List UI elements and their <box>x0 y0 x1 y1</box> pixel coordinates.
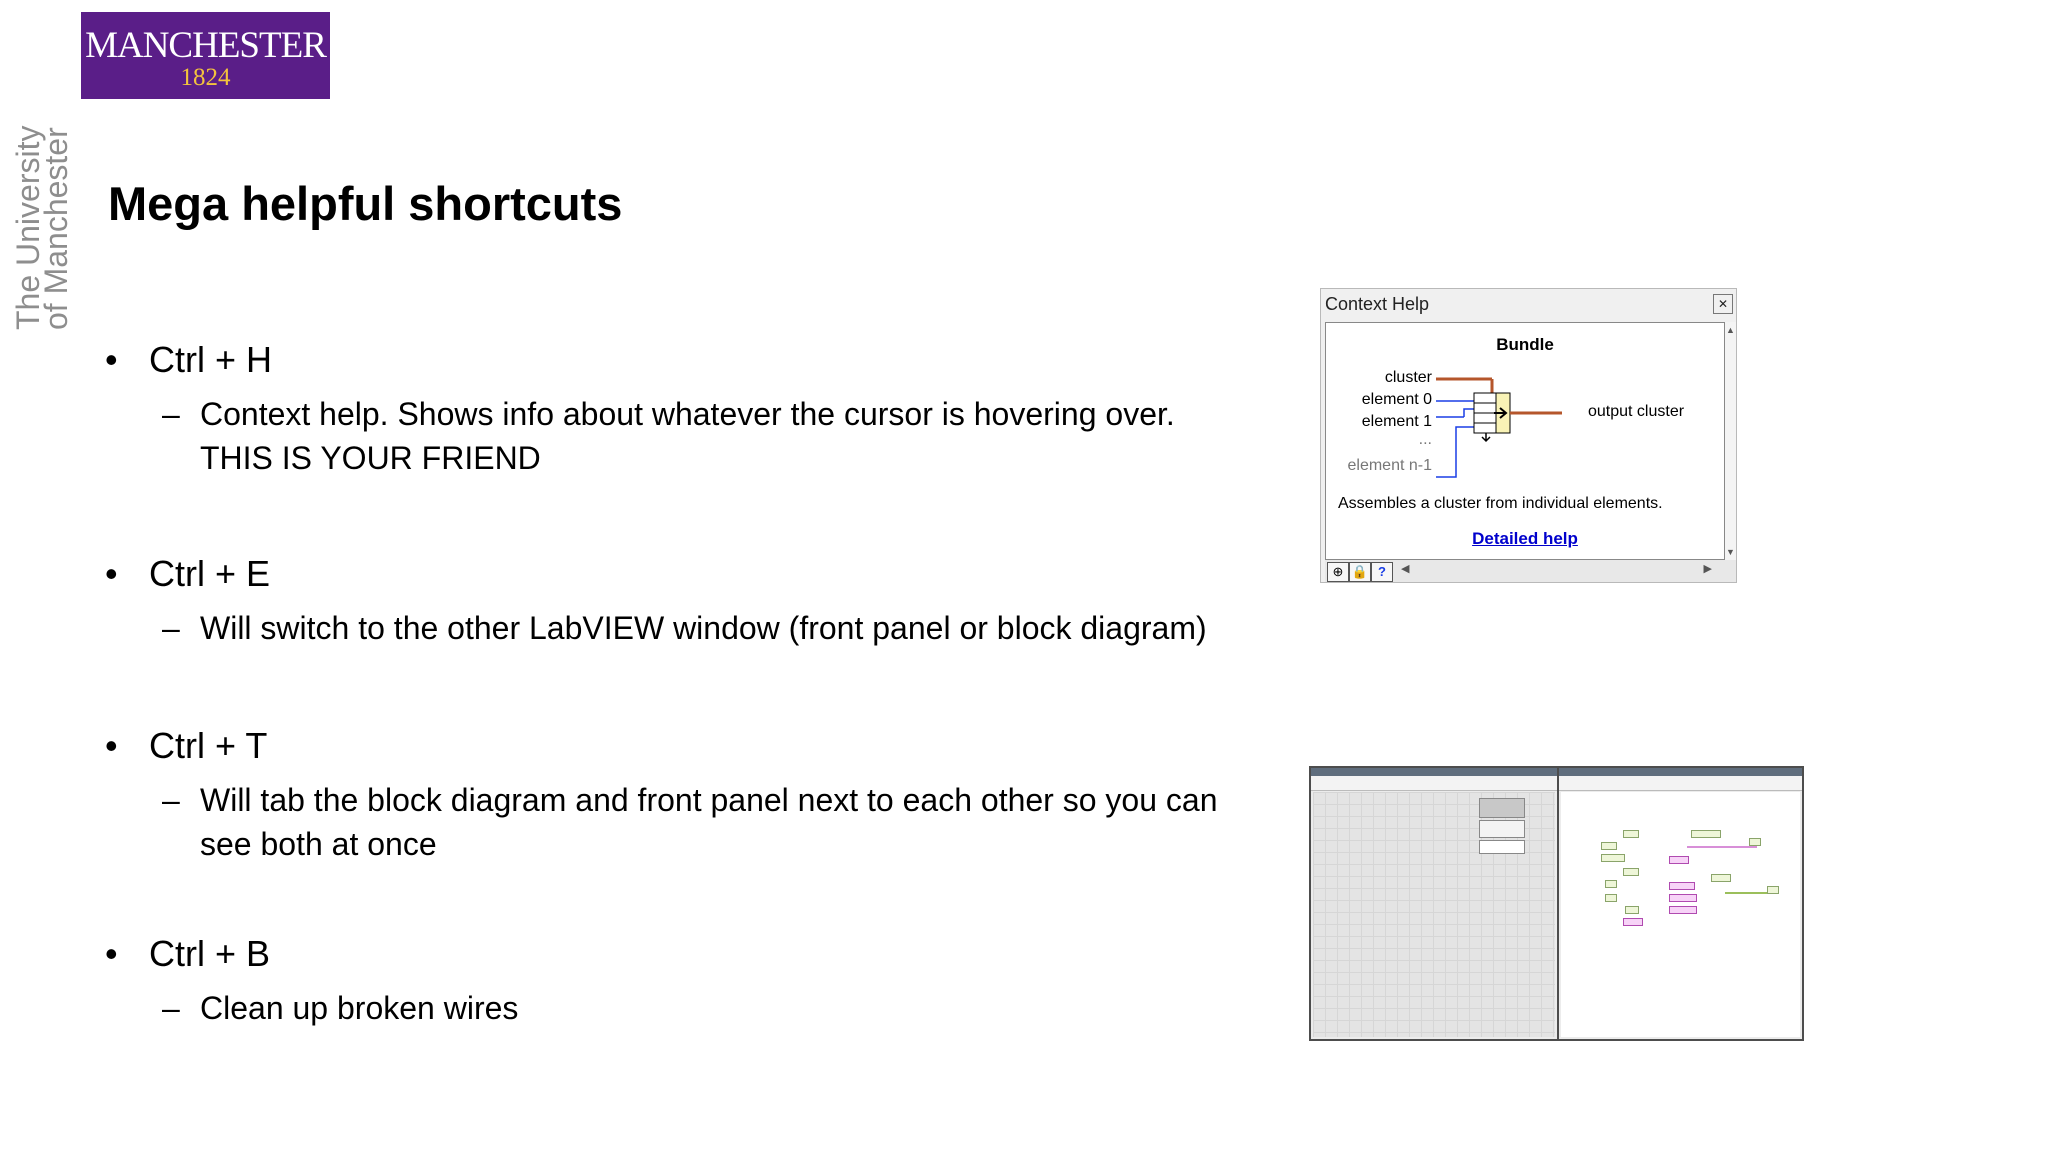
input-label-cluster: cluster <box>1384 369 1432 386</box>
close-icon: ✕ <box>1713 294 1733 314</box>
sub-line: Will tab the block diagram and front panel next to each other so you can <box>200 782 1218 818</box>
panel-control <box>1479 820 1525 838</box>
help-icon: ? <box>1371 562 1393 582</box>
context-help-titlebar <box>1321 289 1736 319</box>
input-label-element-n-1: element n-1 <box>1347 457 1432 474</box>
detailed-help-link: Detailed help <box>1472 529 1578 548</box>
diagram-node <box>1669 882 1695 890</box>
function-description: Assembles a cluster from individual elements. <box>1338 495 1663 512</box>
bullet-ctrl-t <box>105 724 267 768</box>
window-titlebar <box>1311 768 1557 776</box>
bullet-key: Ctrl + E <box>149 553 271 594</box>
bullet-ctrl-h <box>105 338 272 382</box>
sub-bullet-ctrl-b <box>162 986 1292 1030</box>
input-label-element-0: element 0 <box>1361 391 1432 408</box>
window-titlebar <box>1559 768 1802 776</box>
sub-dash: – <box>162 610 180 646</box>
bullet-key: Ctrl + B <box>149 933 271 974</box>
university-logo <box>81 12 330 99</box>
sub-line: Will switch to the other LabVIEW window (front panel or block diagram) <box>200 610 1207 646</box>
tiled-windows-screenshot <box>1309 766 1804 1041</box>
university-vertical-wordmark <box>10 100 74 330</box>
lock-icon: 🔒 <box>1349 562 1371 582</box>
sub-line: Clean up broken wires <box>200 990 519 1026</box>
diagram-node <box>1767 886 1779 894</box>
bullet-dot: • <box>105 725 118 766</box>
diagram-wire <box>1687 846 1757 848</box>
bullet-key: Ctrl + T <box>149 725 268 766</box>
diagram-node <box>1623 830 1639 838</box>
diagram-node <box>1691 830 1721 838</box>
bullet-key: Ctrl + H <box>149 339 273 380</box>
diagram-node <box>1605 894 1617 902</box>
sub-bullet-ctrl-t <box>162 778 1292 866</box>
scroll-up-icon: ▲ <box>1726 325 1735 335</box>
block-diagram-window <box>1557 766 1804 1041</box>
diagram-node <box>1669 894 1697 902</box>
scroll-left-icon: ◀ <box>1401 563 1410 575</box>
diagram-node <box>1623 918 1643 926</box>
input-label-element-1: element 1 <box>1361 413 1432 430</box>
context-help-title: Context Help <box>1325 294 1430 314</box>
diagram-node <box>1749 838 1761 846</box>
panel-indicator <box>1479 840 1525 854</box>
bullet-dot: • <box>105 933 118 974</box>
scroll-right-icon: ▶ <box>1703 563 1712 575</box>
context-help-window <box>1320 288 1737 583</box>
logo-year: 1824 <box>180 64 231 91</box>
front-panel-window <box>1309 766 1559 1041</box>
input-label-ellipsis: ... <box>1418 431 1432 448</box>
vertical-wordmark-text: The University of Manchester <box>10 125 74 330</box>
panel-control <box>1479 798 1525 818</box>
diagram-node <box>1669 856 1689 864</box>
bullet-ctrl-b <box>105 932 270 976</box>
diagram-node <box>1601 854 1625 862</box>
sub-dash: – <box>162 396 180 432</box>
output-label: output cluster <box>1588 403 1685 420</box>
sub-dash: – <box>162 782 180 818</box>
diagram-node <box>1711 874 1731 882</box>
sub-line: Context help. Shows info about whatever the cursor is hovering over. <box>200 396 1175 432</box>
slide-title: Mega helpful shortcuts <box>108 177 623 230</box>
diagram-node <box>1669 906 1697 914</box>
block-diagram-canvas <box>1561 792 1800 1037</box>
bundle-wiring-diagram <box>1434 373 1564 483</box>
diagram-node <box>1605 880 1617 888</box>
logo-name: MANCHESTER <box>85 25 326 66</box>
context-help-content <box>1325 322 1725 560</box>
sub-bullet-ctrl-e <box>162 606 1292 650</box>
bullet-ctrl-e <box>105 552 270 596</box>
window-toolbar <box>1559 776 1802 791</box>
bullet-dot: • <box>105 553 118 594</box>
sub-bullet-ctrl-h <box>162 392 1292 480</box>
diagram-node <box>1625 906 1639 914</box>
bullet-dot: • <box>105 339 118 380</box>
diagram-node <box>1601 842 1617 850</box>
sub-line: see both at once <box>200 826 437 862</box>
context-help-toolbar <box>1325 560 1736 582</box>
scroll-down-icon: ▼ <box>1726 547 1735 557</box>
diagram-node <box>1623 868 1639 876</box>
vertical-scrollbar <box>1725 322 1736 560</box>
function-name: Bundle <box>1496 335 1554 354</box>
window-toolbar <box>1311 776 1557 791</box>
show-optional-terminals-icon: ⊕ <box>1327 562 1349 582</box>
sub-dash: – <box>162 990 180 1026</box>
sub-line: THIS IS YOUR FRIEND <box>200 440 541 476</box>
